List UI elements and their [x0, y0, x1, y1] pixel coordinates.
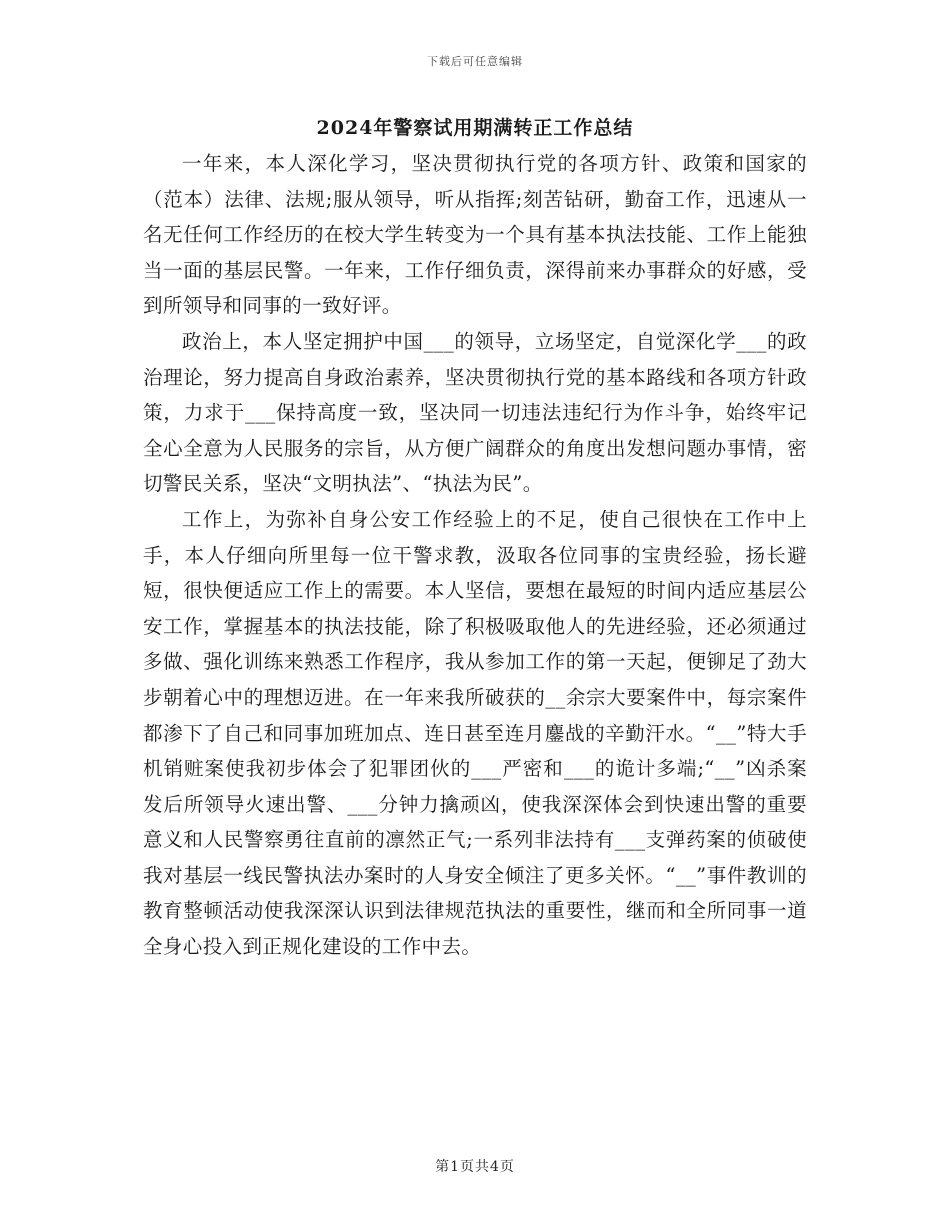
document-body	[143, 146, 807, 965]
paragraph-political: 政治上，本人坚定拥护中国___的领导，立场坚定，自觉深化学___的政治理论，努力提高自身政治素养，坚决贯彻执行党的基本路线和各项方针政策，力求于___保持高度一致，坚决同一切违法违纪行为作斗争，始终牢记全心全意为人民服务的宗旨，从方便广阔群众的角度出发想问题办事情，密切警民关系，坚决“文明执法”、“执法为民”。	[143, 329, 807, 496]
paragraph-intro: 一年来，本人深化学习，坚决贯彻执行党的各项方针、政策和国家的（范本）法律、法规;服从领导，听从指挥;刻苦钻研，勤奋工作，迅速从一名无任何工作经历的在校大学生转变为一个具有基本执法技能、工作上能独当一面的基层民警。一年来，工作仔细负责，深得前来办事群众的好感，受到所领导和同事的一致好评。	[143, 152, 807, 318]
document-title: 2024年警察试用期满转正工作总结	[316, 117, 634, 139]
paragraph-work: 工作上，为弥补自身公安工作经验上的不足，使自己很快在工作中上手，本人仔细向所里每一位干警求教，汲取各位同事的宝贵经验，扬长避短，很快便适应工作上的需要。本人坚信，要想在最短的时间内适应基层公安工作，掌握基本的执法技能，除了积极吸取他人的先进经验，还必须通过多做、强化训练来熟悉工作程序，我从参加工作的第一天起，便铆足了劲大步朝着心中的理想迈进。在一年来我所破获的__余宗大要案件中，每宗案件都渗下了自己和同事加班加点、连日甚至连月鏖战的辛勤汗水。“__”特大手机销赃案使我初步体会了犯罪团伙的___严密和___的诡计多端;“__”凶杀案发后所领导火速出警、___分钟力擒顽凶，使我深深体会到快速出警的重要意义和人民警察勇往直前的凛然正气;一系列非法持有___支弹药案的侦破使我对基层一线民警执法办案时的人身安全倾注了更多关怀。“__”事件教训的教育整顿活动使我深深认识到法律规范执法的重要性，继而和全所同事一道全身心投入到正规化建设的工作中去。	[143, 507, 807, 959]
header-note: 下载后可任意编辑	[427, 55, 523, 68]
page-number: 第1页共4页	[435, 1159, 515, 1175]
